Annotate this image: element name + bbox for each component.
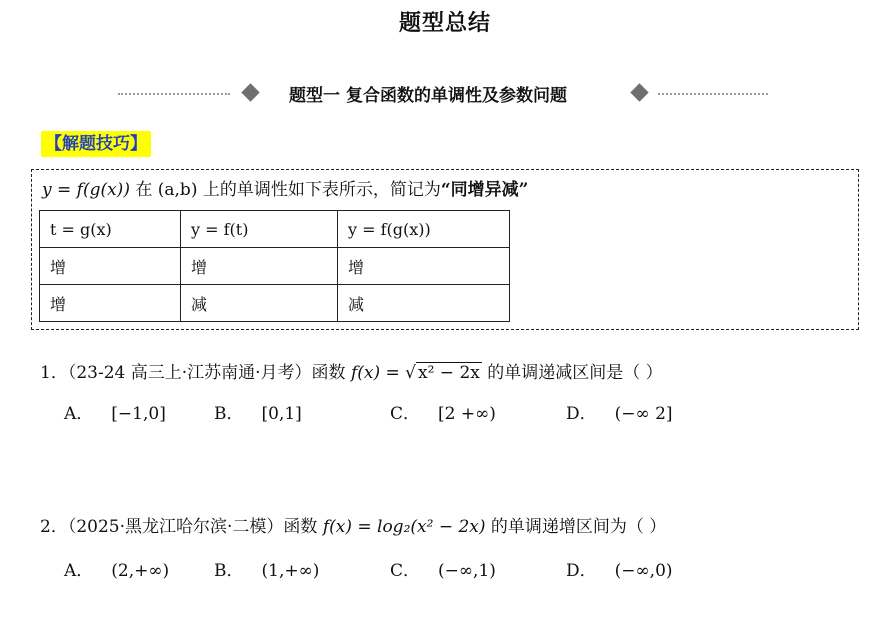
option-label: D． xyxy=(566,404,597,424)
banner-divider-right xyxy=(658,93,768,95)
question-number: 1． xyxy=(40,363,68,383)
question-number: 2． xyxy=(40,517,68,537)
option-value: (−∞,0) xyxy=(614,561,673,581)
table-cell: 减 xyxy=(338,285,510,322)
option-value: (1,+∞) xyxy=(261,561,320,581)
option-b[interactable] xyxy=(214,399,302,424)
table-cell: 减 xyxy=(181,285,338,322)
question-tail: 的单调递增区间为（ ） xyxy=(485,517,667,537)
section-banner xyxy=(118,78,768,108)
question-formula: f(x) = xyxy=(350,363,406,383)
question-1-stem xyxy=(40,358,663,383)
table-cell: 增 xyxy=(40,248,181,285)
option-label: A． xyxy=(64,404,94,424)
option-label: A． xyxy=(64,561,94,581)
option-value: [0,1] xyxy=(261,404,302,424)
option-b[interactable] xyxy=(214,556,319,581)
diamond-icon xyxy=(241,83,259,101)
option-label: D． xyxy=(566,561,597,581)
question-tail: 的单调递减区间是（ ） xyxy=(481,363,663,383)
monotonicity-table xyxy=(39,210,510,322)
tip-formula: y = f(g(x)) xyxy=(42,180,130,200)
option-value: (2,+∞) xyxy=(111,561,170,581)
option-value: (−∞,1) xyxy=(438,561,496,581)
table-row xyxy=(40,285,510,322)
question-source: （2025·黑龙江哈尔滨·二模）函数 xyxy=(67,517,323,537)
sqrt-icon: √ xyxy=(405,363,416,383)
table-cell: 增 xyxy=(338,248,510,285)
option-a[interactable] xyxy=(64,556,169,581)
option-label: C． xyxy=(390,561,421,581)
tip-badge: 【解题技巧】 xyxy=(41,131,151,157)
diamond-icon xyxy=(630,83,648,101)
tip-description xyxy=(42,175,528,200)
table-header-cell: y = f(t) xyxy=(181,211,338,248)
tip-text: 在 (a,b) 上的单调性如下表所示，简记为 xyxy=(129,180,441,200)
option-d[interactable] xyxy=(566,556,673,581)
table-header-cell: t = g(x) xyxy=(40,211,181,248)
table-cell: 增 xyxy=(40,285,181,322)
option-value: [2 +∞) xyxy=(438,404,496,424)
option-a[interactable] xyxy=(64,399,166,424)
option-label: C． xyxy=(390,404,421,424)
question-2-stem xyxy=(40,512,666,537)
option-label: B． xyxy=(214,404,244,424)
option-label: B． xyxy=(214,561,244,581)
table-header-row xyxy=(40,211,510,248)
question-source: （23-24 高三上·江苏南通·月考）函数 xyxy=(67,363,351,383)
option-value: (−∞ 2] xyxy=(614,404,673,424)
section-title: 题型一 复合函数的单调性及参数问题 xyxy=(289,86,567,106)
question-formula: f(x) = log₂(x² − 2x) xyxy=(322,517,486,537)
question-radicand: x² − 2x xyxy=(418,363,480,383)
table-cell: 增 xyxy=(181,248,338,285)
option-d[interactable] xyxy=(566,399,673,424)
table-header-cell: y = f(g(x)) xyxy=(338,211,510,248)
option-c[interactable] xyxy=(390,399,496,424)
banner-divider-left xyxy=(118,93,230,95)
option-value: [−1,0] xyxy=(111,404,166,424)
table-row xyxy=(40,248,510,285)
tip-mnemonic: “同增异减” xyxy=(440,180,529,200)
option-c[interactable] xyxy=(390,556,496,581)
tip-box xyxy=(31,169,859,330)
page-title: 题型总结 xyxy=(398,10,491,36)
